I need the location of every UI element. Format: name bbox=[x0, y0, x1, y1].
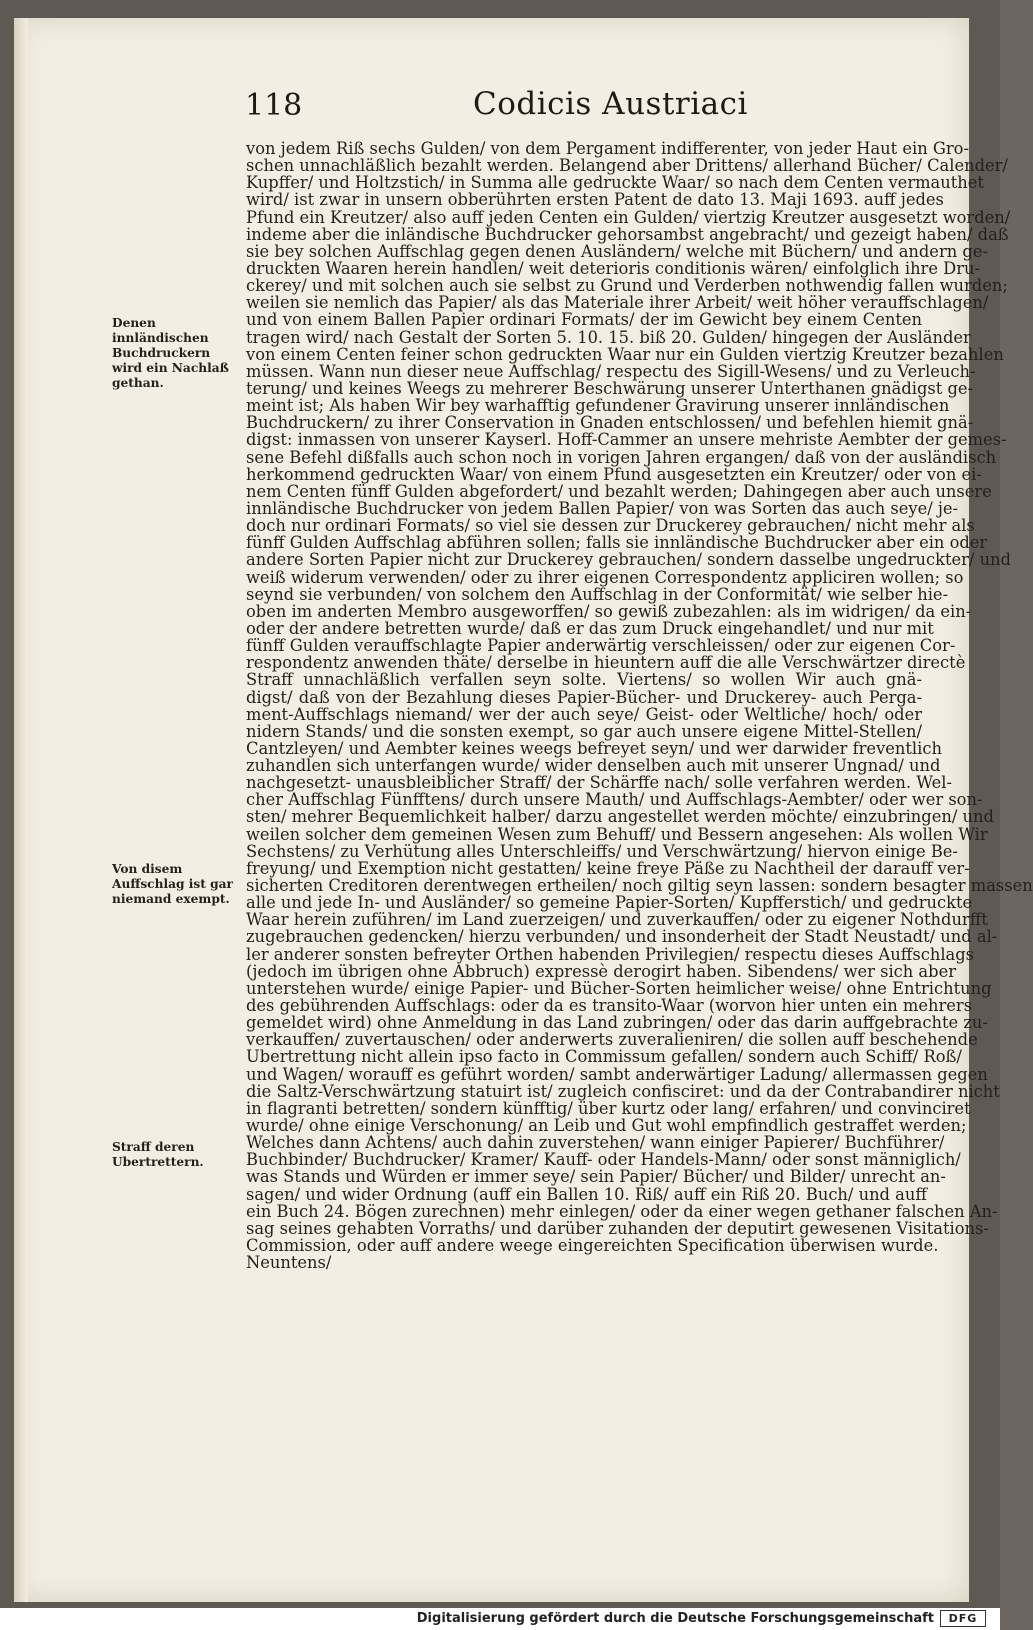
text-line: schen unnachläßlich bezahlt werden. Belangend aber Drittens/ allerhand Bücher/ Calender/ bbox=[246, 156, 1008, 176]
text-line: Cantzleyen/ und Aembter keines weegs befreyet seyn/ und wer darwider freventlich bbox=[246, 738, 942, 758]
text-line: innländische Buchdrucker von jedem Ballen Papier/ von was Sorten das auch seye/ je- bbox=[246, 498, 959, 518]
text-line: ler anderer sonsten befreyter Orthen habenden Privilegien/ respectu dieses Auffschlags bbox=[246, 944, 975, 964]
text-line: ein Buch 24. Bögen zurechnen) mehr einlegen/ oder da einer wegen gethaner falschen An- bbox=[246, 1201, 998, 1221]
text-line: verkauffen/ zuvertauschen/ oder anderwerts zuveralieniren/ die sollen auff beschehende bbox=[246, 1030, 978, 1050]
text-line: weilen sie nemlich das Papier/ als das Materiale ihrer Arbeit/ weit höher verauffschlagen/ bbox=[246, 293, 989, 313]
text-line: die Saltz-Verschwärtzung statuirt ist/ zugleich confisciret: und da der Contrabandirer nicht bbox=[246, 1081, 1000, 1101]
text-line: Kupffer/ und Holtzstich/ in Summa alle gedruckte Waar/ so nach dem Centen vermauthet bbox=[246, 173, 984, 193]
text-line: des gebührenden Auffschlags: oder da es transito-Waar (worvon hier unten ein mehrers bbox=[246, 996, 973, 1016]
text-line: weiß widerum verwenden/ oder zu ihrer eigenen Correspondentz appliciren wollen; so bbox=[246, 567, 964, 587]
text-line: Ubertrettung nicht allein ipso facto in Commissum gefallen/ sondern auch Schiff/ Roß/ bbox=[246, 1047, 962, 1067]
text-line: sagen/ und wider Ordnung (auff ein Ballen 10. Riß/ auff ein Riß 20. Buch/ und auff bbox=[246, 1184, 927, 1204]
text-line: (jedoch im übrigen ohne Abbruch) expressè derogirt haben. Sibendens/ wer sich aber bbox=[246, 961, 956, 981]
text-line: Buchbinder/ Buchdrucker/ Kramer/ Kauff- oder Handels-Mann/ oder sonst männiglich/ bbox=[246, 1150, 961, 1170]
text-line: nem Centen fünff Gulden abgefordert/ und bezahlt werden; Dahingegen aber auch unsere bbox=[246, 481, 992, 501]
text-line: doch nur ordinari Formats/ so viel sie dessen zur Druckerey gebrauchen/ nicht mehr als bbox=[246, 516, 975, 536]
text-line: respondentz anwenden thäte/ derselbe in hieuntern auff die alle Verschwärtzer directè bbox=[246, 653, 966, 673]
text-line: Waar herein zuführen/ im Land zuerzeigen/ und zuverkauffen/ oder zu eigener Nothdurfft bbox=[246, 910, 988, 930]
text-line: oder der andere betretten wurde/ daß er das zum Druck eingehandlet/ und nur mit bbox=[246, 618, 934, 638]
text-line: sten/ mehrer Bequemlichkeit halber/ darzu angestellet werden möchte/ einzubringen/ und bbox=[246, 807, 994, 827]
text-line: fünff Gulden verauffschlagte Papier anderwärtig verschleissen/ oder zur eigenen Cor- bbox=[246, 636, 956, 656]
text-line: fünff Gulden Auffschlag abführen sollen; falls sie innländische Buchdrucker aber ein oder bbox=[246, 533, 988, 553]
text-line: digst: inmassen von unserer Kayserl. Hoff-Cammer an unsere mehriste Aembter der gemes- bbox=[246, 430, 1007, 450]
text-line: sene Befehl dißfalls auch schon noch in vorigen Jahren ergangen/ daß von der ausländisch bbox=[246, 447, 997, 467]
text-line: oben im anderten Membro ausgeworffen/ so gewiß zubezahlen: als im widrigen/ da ein- bbox=[246, 601, 972, 621]
footer-credit: Digitalisierung gefördert durch die Deutsche Forschungsgemeinschaft bbox=[416, 1611, 934, 1626]
text-line: von jedem Riß sechs Gulden/ von dem Pergament indifferenter, von jeder Haut ein Gro- bbox=[246, 139, 969, 158]
text-line: Buchdruckern/ zu ihrer Conservation in Gnaden entschlossen/ und befehlen hiemit gnä- bbox=[246, 413, 974, 433]
page-header bbox=[245, 88, 925, 132]
text-line: indeme aber die inländische Buchdrucker gehorsambst angebracht/ und gezeigt haben/ daß bbox=[246, 224, 1009, 244]
body-text bbox=[246, 139, 1033, 1273]
margin-note-exempt: Von disem Auffschlag ist gar niemand exempt. bbox=[112, 862, 233, 906]
text-line: freyung/ und Exemption nicht gestatten/ keine freye Päße zu Nachtheil der darauff ver- bbox=[246, 858, 970, 878]
text-line: meint ist; Als haben Wir bey warhafftig gefundener Gravirung unserer innländischen bbox=[246, 396, 950, 416]
text-line: und Wagen/ worauff es geführt worden/ sambt anderwärtiger Ladung/ allermassen gegen bbox=[246, 1064, 988, 1084]
text-line: tragen wird/ nach Gestalt der Sorten 5. 10. 15. biß 20. Gulden/ hingegen der Ausländer bbox=[246, 327, 971, 347]
text-line: von einem Centen feiner schon gedruckten Waar nur ein Gulden viertzig Kreutzer bezahlen bbox=[246, 344, 1004, 364]
text-line: müssen. Wann nun dieser neue Auffschlag/ respectu des Sigill-Wesens/ und zu Verleuch- bbox=[246, 361, 976, 381]
text-line: sicherten Creditoren derentwegen ertheilen/ noch giltig seyn lassen: sondern besagter massen bbox=[246, 876, 1033, 896]
text-line: zugebrauchen gedencken/ hierzu verbunden/ und insonderheit der Stadt Neustadt/ und al- bbox=[246, 927, 998, 947]
text-line: was Stands und Würden er immer seye/ sein Papier/ Bücher/ und Bilder/ unrecht an- bbox=[246, 1167, 946, 1187]
text-line: Neuntens/ bbox=[246, 1253, 332, 1273]
text-line: in flagranti betretten/ sondern künfftig/ über kurtz oder lang/ erfahren/ und convinciret bbox=[246, 1098, 971, 1118]
text-line: nachgesetzt- unausbleiblicher Straff/ der Schärffe nach/ solle verfahren werden. Wel- bbox=[246, 773, 953, 793]
page-gutter bbox=[14, 18, 28, 1602]
running-title: Codicis Austriaci bbox=[473, 86, 748, 122]
text-line: Straff unnachläßlich verfallen seyn solte. Viertens/ so wollen Wir auch gnä- bbox=[246, 670, 922, 690]
text-line: weilen solcher dem gemeinen Wesen zum Behuff/ und Bessern angesehen: Als wollen Wir bbox=[246, 824, 988, 844]
text-line: herkommend gedruckten Waar/ von einem Pfund ausgesetzten ein Kreutzer/ oder von ei- bbox=[246, 464, 982, 484]
text-line: ment-Auffschlags niemand/ wer der auch seye/ Geist- oder Weltliche/ hoch/ oder bbox=[246, 704, 922, 724]
margin-note-buchdrucker: Denen innländischen Buchdruckern wird ein Nachlaß gethan. bbox=[112, 316, 229, 390]
text-line: Pfund ein Kreutzer/ also auff jeden Centen ein Gulden/ viertzig Kreutzer ausgesetzt worden/ bbox=[246, 207, 1011, 227]
text-line: alle und jede In- und Ausländer/ so gemeine Papier-Sorten/ Kupfferstich/ und gedruckte bbox=[246, 893, 973, 913]
text-line: andere Sorten Papier nicht zur Druckerey gebrauchen/ sondern dasselbe ungedruckter/ und bbox=[246, 550, 1011, 570]
text-line: wird/ ist zwar in unsern obberührten ersten Patent de dato 13. Maji 1693. auff jedes bbox=[246, 190, 944, 210]
text-line: sie bey solchen Auffschlag gegen denen Ausländern/ welche mit Büchern/ und andern ge- bbox=[246, 241, 988, 261]
text-line: und von einem Ballen Papier ordinari Formats/ der im Gewicht bey einem Centen bbox=[246, 310, 922, 330]
text-line: Welches dann Achtens/ auch dahin zuverstehen/ wann einiger Papierer/ Buchführer/ bbox=[246, 1133, 945, 1153]
text-line: druckten Waaren herein handlen/ weit deterioris conditionis wären/ einfolglich ihre Dru- bbox=[246, 258, 980, 278]
footer-bar bbox=[0, 1608, 1000, 1630]
text-line: gemeldet wird) ohne Anmeldung in das Land zubringen/ oder das darin auffgebrachte zu- bbox=[246, 1013, 988, 1033]
page-number: 118 bbox=[245, 88, 303, 123]
text-line: seynd sie verbunden/ von solchem den Auffschlag in der Conformität/ wie selber hie- bbox=[246, 584, 949, 604]
dfg-logo: DFG bbox=[940, 1610, 986, 1627]
text-line: ckerey/ und mit solchen auch sie selbst zu Grund und Verderben nothwendig fallen wurden; bbox=[246, 276, 1008, 296]
text-line: Commission, oder auff andere weege eingereichten Specification überwisen wurde. bbox=[246, 1236, 939, 1255]
text-line: nidern Stands/ und die sonsten exempt, so gar auch unsere eigene Mittel-Stellen/ bbox=[246, 721, 922, 741]
text-line: terung/ und keines Weegs zu mehrerer Beschwärung unserer Unterthanen gnädigst ge- bbox=[246, 378, 974, 398]
text-line: sag seines gehabten Vorraths/ und darüber zuhanden der deputirt gewesenen Visitations- bbox=[246, 1218, 989, 1238]
text-line: unterstehen wurde/ einige Papier- und Bücher-Sorten heimlicher weise/ ohne Entrichtung bbox=[246, 978, 992, 998]
text-line: cher Auffschlag Fünfftens/ durch unsere Mauth/ und Auffschlags-Aembter/ oder wer son- bbox=[246, 790, 983, 810]
text-line: wurde/ ohne einige Verschonung/ an Leib und Gut wohl empfindlich gestraffet werden; bbox=[246, 1116, 967, 1136]
text-line: zuhandlen sich unterfangen wurde/ wider denselben auch mit unserer Ungnad/ und bbox=[246, 756, 941, 776]
text-line: digst/ daß von der Bezahlung dieses Papier-Bücher- und Druckerey- auch Perga- bbox=[246, 687, 922, 707]
margin-note-straff: Straff deren Ubertrettern. bbox=[112, 1140, 204, 1169]
text-line: Sechstens/ zu Verhütung alles Unterschleiffs/ und Verschwärtzung/ hiervon einige Be- bbox=[246, 841, 958, 861]
